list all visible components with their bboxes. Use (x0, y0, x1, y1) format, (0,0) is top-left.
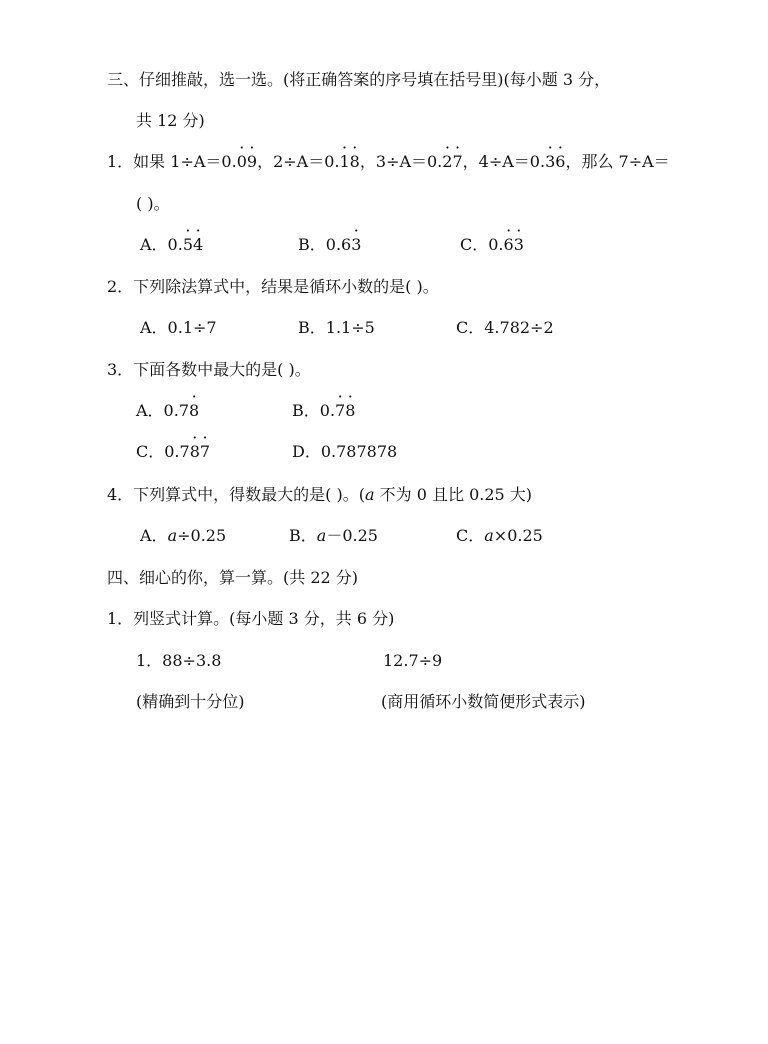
q1-repeat-digit: · 6 (555, 152, 565, 172)
q2-text: 2．下列除法算式中，结果是循环小数的是( )。 (107, 277, 439, 296)
problem1-expression: 1．88÷3.8 (136, 651, 222, 670)
q1-part2: ，2÷A＝0. (257, 152, 340, 171)
q1-repeat-digit: · 8 (350, 152, 360, 172)
q3-option-d: D．0.787878 (292, 442, 398, 461)
q4-variable: a (365, 485, 375, 504)
q4-option-a-var: a (167, 526, 178, 545)
q1-option-b (298, 235, 361, 255)
q1-answer-blank: ( )。 (136, 194, 170, 213)
q1-text-line1 (107, 152, 670, 172)
q4-option-c-var: a (484, 526, 494, 545)
q4-option-c-suffix: ×0.25 (493, 526, 543, 545)
q1-repeat-digit: · 9 (247, 152, 257, 172)
q1-part5: ，那么 7÷A＝ (565, 152, 670, 171)
problem2-expression: 12.7÷9 (383, 651, 443, 670)
q1-option-c-digit: · 3 (514, 235, 524, 255)
q2-option-b: B．1.1÷5 (298, 318, 375, 337)
q4-option-a-suffix: ÷0.25 (177, 526, 227, 545)
section4-subtitle: 1．列竖式计算。(每小题 3 分，共 6 分) (107, 609, 395, 628)
q3-option-a-prefix: A．0.7 (136, 401, 190, 420)
q3-option-b-digit: · 7 (335, 401, 345, 421)
q4-option-b-suffix: －0.25 (326, 526, 378, 545)
q1-option-a-digit: · 4 (193, 235, 203, 255)
q1-option-a (140, 235, 203, 255)
q4-option-c-prefix: C． (456, 526, 485, 545)
q3-option-b-digit: · 8 (345, 401, 355, 421)
q1-repeat-digit: · 3 (545, 152, 555, 172)
q1-option-c-digit: · 6 (504, 235, 514, 255)
q1-option-c (460, 235, 524, 255)
section3-title-line1: 三、仔细推敲，选一选。(将正确答案的序号填在括号里)(每小题 3 分， (107, 70, 611, 89)
q4-option-a (140, 526, 226, 546)
q1-repeat-digit: · 2 (442, 152, 452, 172)
q3-option-c-prefix: C．0.7 (136, 442, 190, 461)
q4-text-part1: 4．下列算式中，得数最大的是( )。( (107, 485, 365, 504)
q2-option-a: A．0.1÷7 (140, 318, 217, 337)
q4-option-b-var: a (316, 526, 327, 545)
q1-repeat-digit: · 1 (339, 152, 349, 172)
q4-option-a-prefix: A． (140, 526, 168, 545)
q1-repeat-digit: · 7 (452, 152, 462, 172)
q1-part1: 1．如果 1÷A＝0. (107, 152, 237, 171)
q4-text-part2: 不为 0 且比 0.25 大) (374, 485, 533, 504)
q3-text: 3．下面各数中最大的是( )。 (107, 360, 311, 379)
q1-repeat-digit: · 0 (237, 152, 247, 172)
q4-option-b (289, 526, 378, 546)
q2-option-c: C．4.782÷2 (456, 318, 554, 337)
q3-option-a (136, 401, 199, 421)
q4-option-b-prefix: B． (289, 526, 317, 545)
q1-part4: ，4÷A＝0. (462, 152, 546, 171)
q1-option-c-prefix: C．0. (460, 235, 504, 254)
q1-option-a-prefix: A．0. (140, 235, 183, 254)
q3-option-c (136, 442, 210, 462)
q1-option-b-digit: · 3 (351, 235, 361, 255)
q1-option-a-digit: · 5 (183, 235, 193, 255)
section4-title: 四、细心的你，算一算。(共 22 分) (107, 568, 359, 587)
q1-option-b-prefix: B．0.6 (298, 235, 352, 254)
q1-part3: ，3÷A＝0. (359, 152, 443, 171)
section3-title-line2: 共 12 分) (136, 111, 205, 130)
q3-option-c-digit: · 8 (190, 442, 200, 462)
problem2-note: (商用循环小数简便形式表示) (381, 692, 586, 711)
problem1-note: (精确到十分位) (136, 692, 245, 711)
q3-option-c-digit: · 7 (200, 442, 210, 462)
q4-option-c (456, 526, 543, 546)
q3-option-b (292, 401, 355, 421)
q3-option-b-prefix: B．0. (292, 401, 336, 420)
q4-text (107, 485, 532, 505)
q3-option-a-digit: · 8 (189, 401, 199, 421)
